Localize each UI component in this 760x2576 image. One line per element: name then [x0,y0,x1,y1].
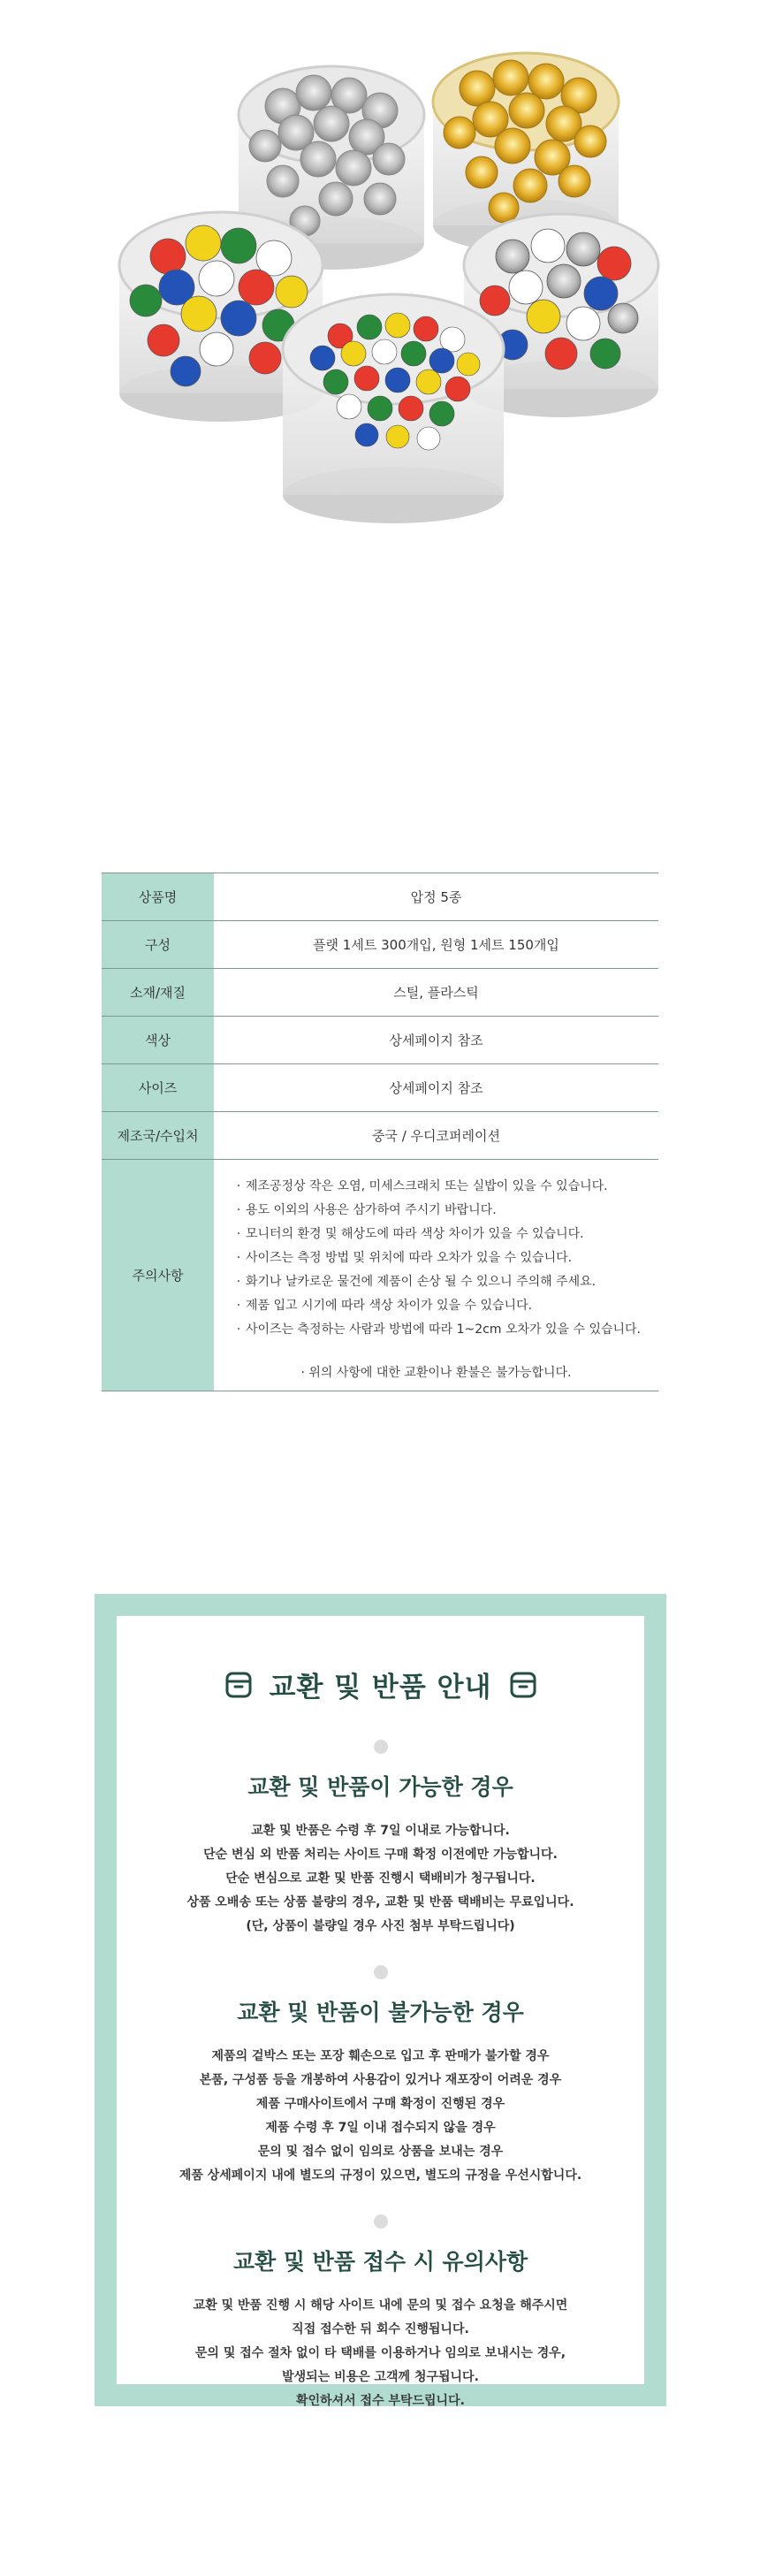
spec-value: 플랫 1세트 300개입, 원형 1세트 150개입 [214,921,658,969]
spec-label: 제조국/수입처 [102,1112,214,1160]
exchange-return-card [117,1616,644,2408]
box-icon [224,1670,254,1700]
section-line: (단, 상품이 불량일 경우 사진 첨부 부탁드립니다) [246,1919,515,1933]
section-return-impossible [117,1965,644,2188]
spec-value: 상세페이지 참조 [214,1064,658,1112]
spec-row-caution [102,1160,658,1391]
spec-row-composition [102,921,658,969]
spec-label: 상품명 [102,873,214,921]
section-line: 상품 오배송 또는 상품 불량의 경우, 교환 및 반품 택배비는 무료입니다. [186,1895,574,1909]
exchange-return-guide [95,1594,666,2406]
caution-item: · 사이즈는 측정하는 사람과 방법에 따라 1~2cm 오차가 있을 수 있습니다. [232,1318,641,1342]
caution-list [232,1175,641,1342]
spec-label: 색상 [102,1017,214,1064]
divider-dot [374,2214,388,2229]
spec-label: 소재/재질 [102,969,214,1017]
section-line: 단순 변심 외 반품 처리는 사이트 구매 확정 이전에만 가능합니다. [203,1848,558,1862]
section-line: 제품 상세페이지 내에 별도의 규정이 있으면, 별도의 규정을 우선시합니다. [179,2168,582,2183]
spec-label: 구성 [102,921,214,969]
section-return-possible [117,1740,644,1939]
spec-value-caution [214,1160,658,1391]
section-line: 확인하셔서 접수 부탁드립니다. [296,2394,465,2408]
section-heading: 교환 및 반품이 불가능한 경우 [237,2000,524,2025]
caution-item: · 사이즈는 측정 방법 및 위치에 따라 오차가 있을 수 있습니다. [232,1246,641,1270]
jar-round-head-pins [283,294,504,523]
section-line: 단순 변심으로 교환 및 반품 진행시 택배비가 청구됩니다. [225,1871,536,1886]
spec-value: 중국 / 우디코퍼레이션 [214,1112,658,1160]
spec-value: 상세페이지 참조 [214,1017,658,1064]
caution-item: · 제조공정상 작은 오염, 미세스크래치 또는 실밥이 있을 수 있습니다. [232,1175,641,1199]
caution-notes [214,1170,658,1381]
exchange-title-row [117,1665,644,1704]
exchange-title: 교환 및 반품 안내 [269,1672,492,1703]
section-line: 교환 및 반품은 수령 후 7일 이내로 가능합니다. [251,1824,510,1838]
push-pin-jars-illustration [0,0,760,530]
product-photo [0,0,760,530]
caution-footer: · 위의 사항에 대한 교환이나 환불은 불가능합니다. [300,1366,572,1380]
section-line: 제품의 겉박스 또는 포장 훼손으로 입고 후 판매가 불가할 경우 [211,2049,550,2063]
section-line: 제품 구매사이트에서 구매 확정이 진행된 경우 [255,2097,505,2111]
caution-item: · 용도 이외의 사용은 삼가하여 주시기 바랍니다. [232,1199,641,1223]
spec-row-size [102,1064,658,1112]
spec-label: 사이즈 [102,1064,214,1112]
spec-value: 스틸, 플라스틱 [214,969,658,1017]
section-heading: 교환 및 반품 접수 시 유의사항 [232,2249,528,2275]
section-line: 제품 수령 후 7일 이내 접수되지 않을 경우 [265,2121,496,2135]
section-line: 직접 접수한 뒤 회수 진행됩니다. [292,2322,469,2336]
caution-item: · 제품 입고 시기에 따라 색상 차이가 있을 수 있습니다. [232,1294,641,1318]
section-line: 본품, 구성품 등을 개봉하여 사용감이 있거나 재포장이 어려운 경우 [199,2073,562,2087]
section-return-notice [117,2214,644,2413]
spec-value: 압정 5종 [214,873,658,921]
section-line: 발생되는 비용은 고객께 청구됩니다. [282,2370,479,2384]
section-heading: 교환 및 반품이 가능한 경우 [247,1774,513,1800]
caution-item: · 화기나 날카로운 물건에 제품이 손상 될 수 있으니 주의해 주세요. [232,1270,641,1294]
spec-table-body [102,873,658,1391]
section-line: 교환 및 반품 진행 시 해당 사이트 내에 문의 및 접수 요청을 해주시면 [193,2298,568,2313]
spec-row-origin [102,1112,658,1160]
divider-dot [374,1965,388,1979]
product-spec-table [102,873,658,1391]
section-line: 문의 및 접수 없이 임의로 상품을 보내는 경우 [257,2145,504,2159]
spec-row-color [102,1017,658,1064]
box-icon [508,1670,538,1700]
spec-label: 주의사항 [102,1160,214,1391]
section-line: 문의 및 접수 절차 없이 타 택배를 이용하거나 임의로 보내시는 경우, [194,2346,566,2360]
spec-row-material [102,969,658,1017]
divider-dot [374,1740,388,1754]
caution-item: · 모니터의 환경 및 해상도에 따라 색상 차이가 있을 수 있습니다. [232,1223,641,1246]
spec-row-product-name [102,873,658,921]
